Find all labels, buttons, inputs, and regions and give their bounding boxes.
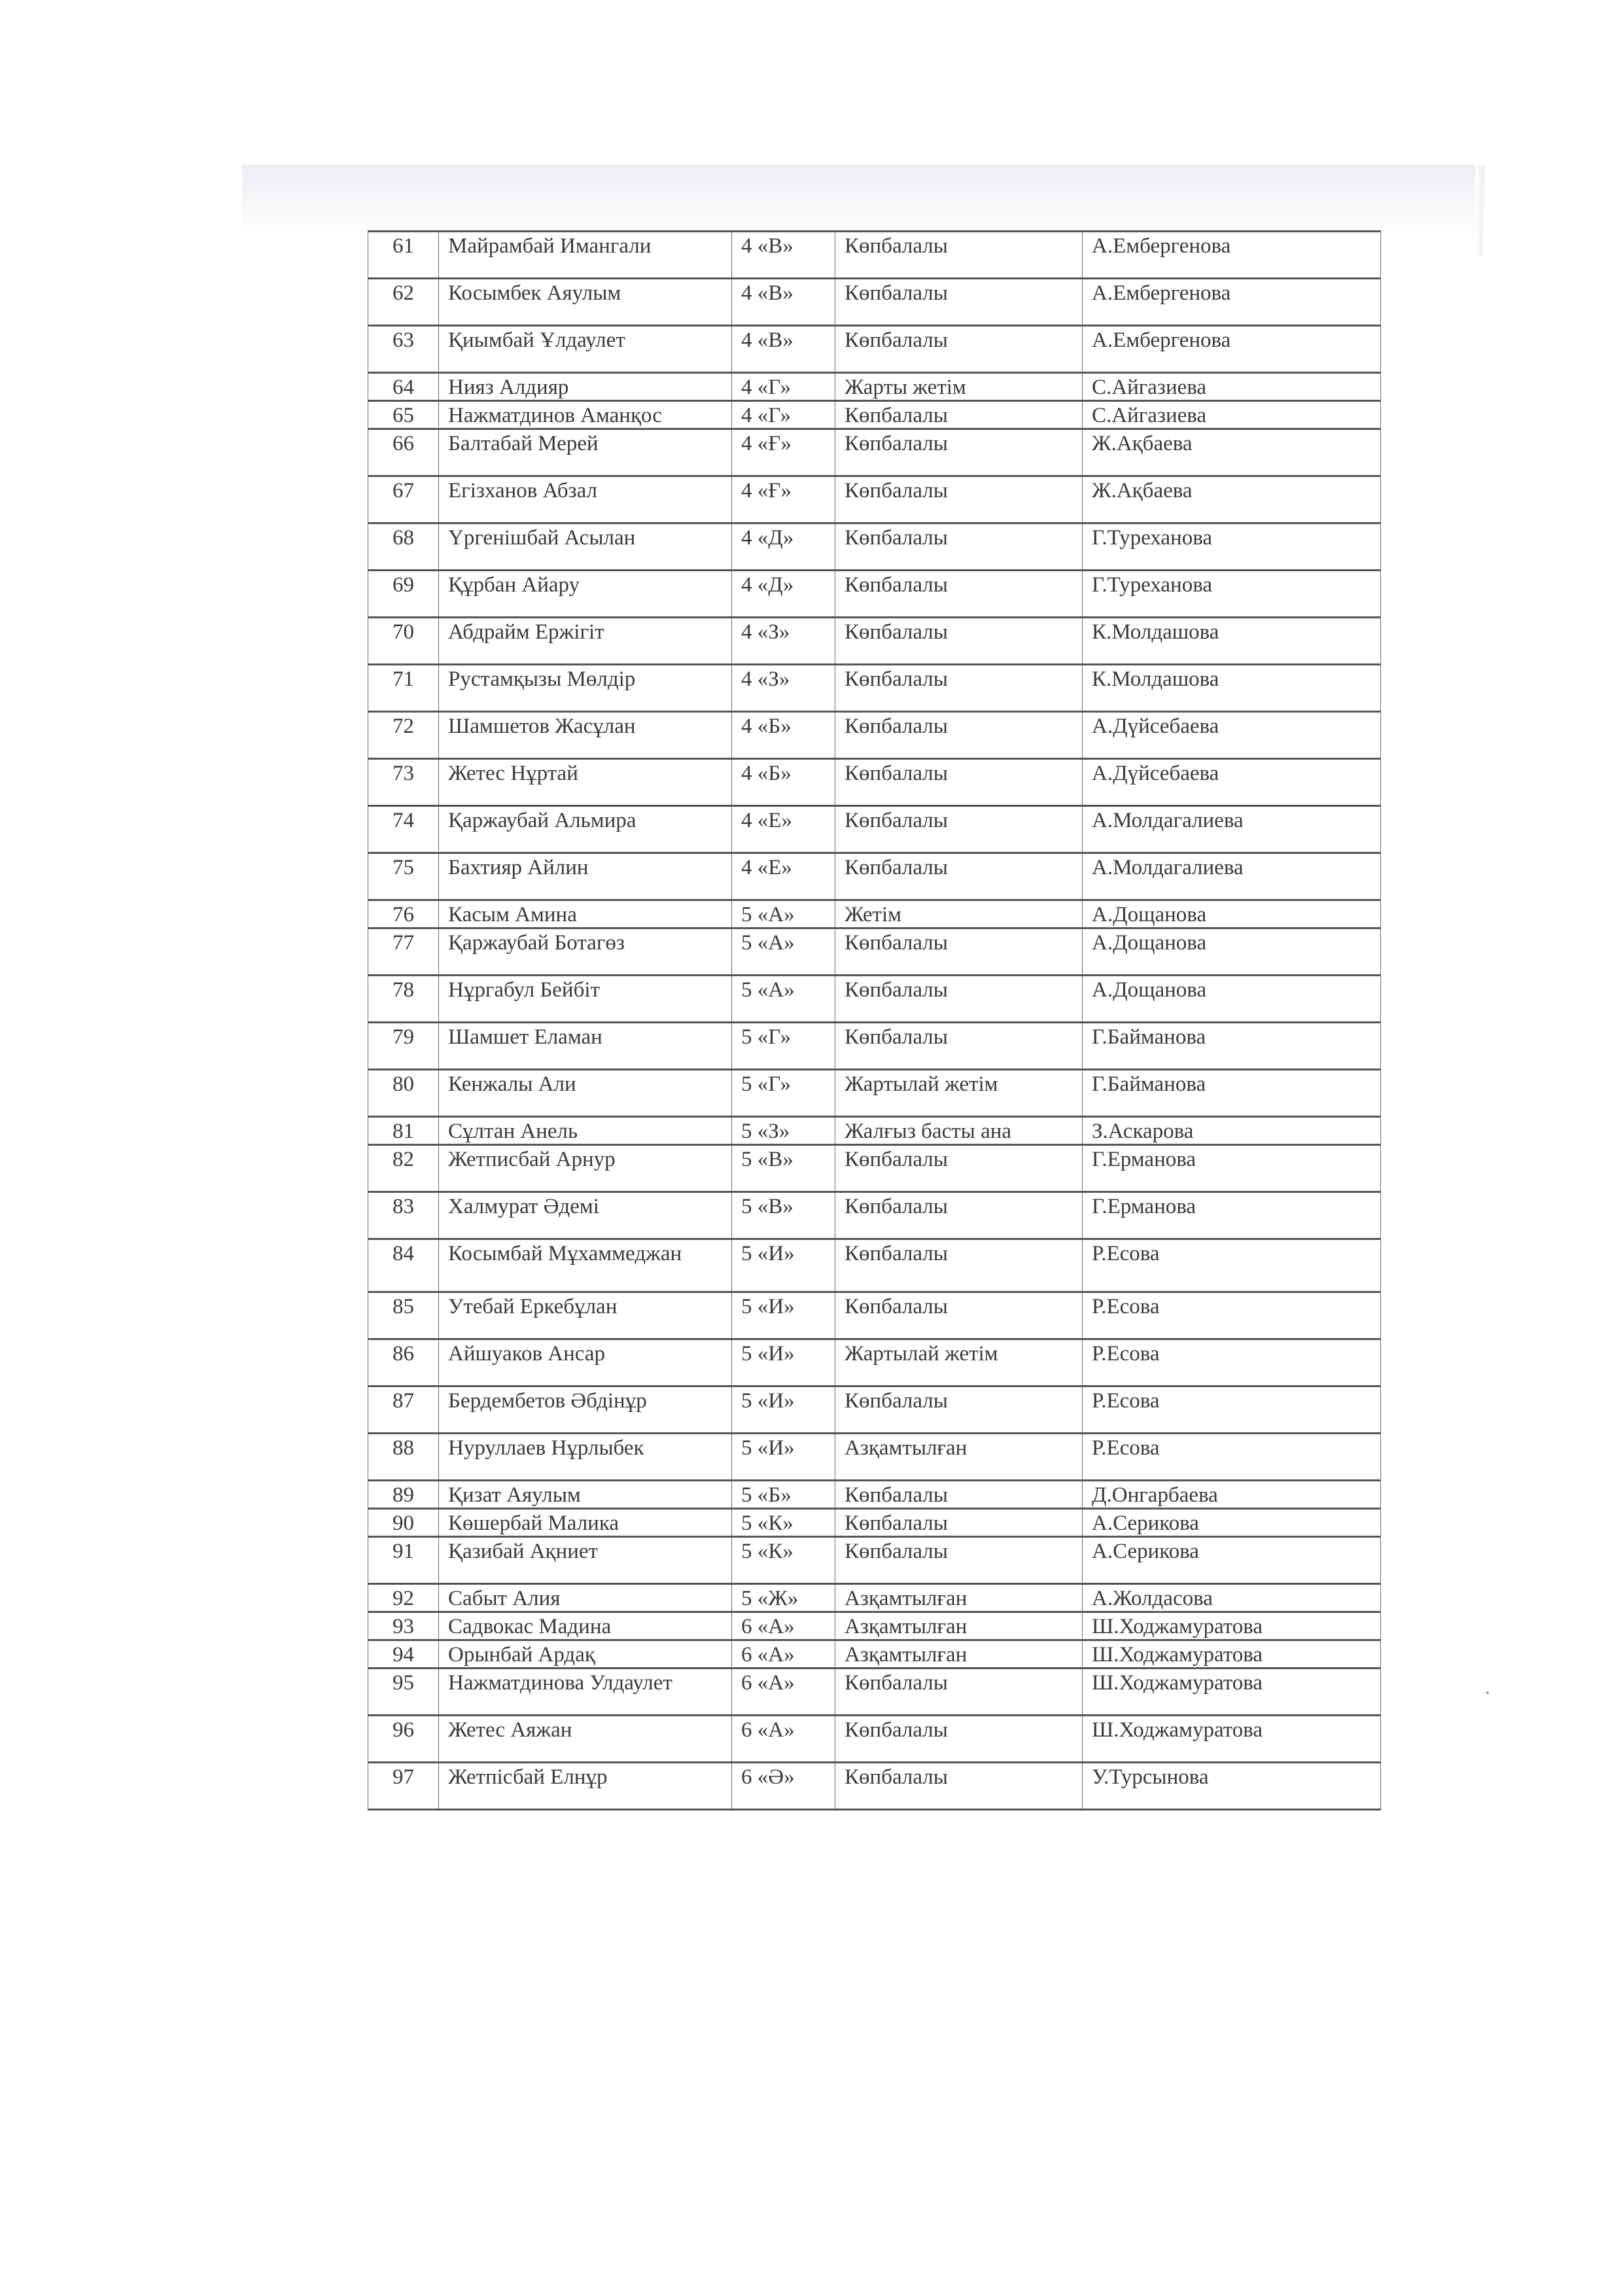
- student-class: 4 «Г»: [732, 373, 835, 401]
- row-number: 62: [368, 279, 439, 326]
- row-number: 66: [368, 429, 439, 476]
- row-number: 67: [368, 476, 439, 523]
- student-status: Көпбалалы: [835, 1239, 1083, 1292]
- class-teacher: Ш.Ходжамуратова: [1083, 1612, 1381, 1640]
- student-name: Сұлтан Анель: [439, 1117, 732, 1145]
- student-status: Көпбалалы: [835, 279, 1083, 326]
- student-class: 5 «З»: [732, 1117, 835, 1145]
- class-teacher: Д.Онгарбаева: [1083, 1481, 1381, 1509]
- student-class: 5 «И»: [732, 1292, 835, 1339]
- student-class: 4 «З»: [732, 618, 835, 665]
- student-status: Көпбалалы: [835, 1669, 1083, 1716]
- class-teacher: Ш.Ходжамуратова: [1083, 1669, 1381, 1716]
- student-class: 5 «А»: [732, 900, 835, 928]
- student-name: Нажматдинова Улдаулет: [439, 1669, 732, 1716]
- table-row: [368, 1763, 1381, 1810]
- student-class: 5 «И»: [732, 1239, 835, 1292]
- table-row: [368, 1117, 1381, 1145]
- student-class: 6 «А»: [732, 1640, 835, 1669]
- student-class: 6 «А»: [732, 1716, 835, 1763]
- class-teacher: Г.Туреханова: [1083, 571, 1381, 618]
- class-teacher: Р.Есова: [1083, 1339, 1381, 1386]
- table-row: [368, 1145, 1381, 1192]
- table-row: [368, 1481, 1381, 1509]
- student-name: Жетес Аяжан: [439, 1716, 732, 1763]
- student-class: 5 «Г»: [732, 1070, 835, 1117]
- student-class: 4 «Ғ»: [732, 476, 835, 523]
- class-teacher: У.Турсынова: [1083, 1763, 1381, 1810]
- row-number: 75: [368, 853, 439, 900]
- student-class: 5 «К»: [732, 1509, 835, 1537]
- student-status: Жарты жетім: [835, 373, 1083, 401]
- student-name: Шамшет Еламан: [439, 1023, 732, 1070]
- student-status: Көпбалалы: [835, 1481, 1083, 1509]
- student-status: Азқамтылған: [835, 1584, 1083, 1612]
- student-class: 5 «Ж»: [732, 1584, 835, 1612]
- table-row: [368, 1434, 1381, 1481]
- student-status: Көпбалалы: [835, 429, 1083, 476]
- table-row: [368, 853, 1381, 900]
- student-class: 6 «А»: [732, 1669, 835, 1716]
- table-row: [368, 1070, 1381, 1117]
- student-class: 5 «В»: [732, 1192, 835, 1239]
- student-class: 4 «Д»: [732, 571, 835, 618]
- student-name: Қазибай Ақниет: [439, 1537, 732, 1584]
- class-teacher: А.Молдагалиева: [1083, 853, 1381, 900]
- student-status: Жартылай жетім: [835, 1070, 1083, 1117]
- class-teacher: Ж.Ақбаева: [1083, 429, 1381, 476]
- row-number: 79: [368, 1023, 439, 1070]
- student-name: Жетпісбай Елнұр: [439, 1763, 732, 1810]
- student-name: Орынбай Ардақ: [439, 1640, 732, 1669]
- student-name: Үргенішбай Асылан: [439, 523, 732, 571]
- student-class: 4 «Д»: [732, 523, 835, 571]
- table-row: [368, 618, 1381, 665]
- table-row: [368, 1584, 1381, 1612]
- student-name: Халмурат Әдемі: [439, 1192, 732, 1239]
- student-name: Косымбек Аяулым: [439, 279, 732, 326]
- class-teacher: Г.Туреханова: [1083, 523, 1381, 571]
- student-name: Утебай Еркебұлан: [439, 1292, 732, 1339]
- table-row: [368, 571, 1381, 618]
- student-status: Көпбалалы: [835, 1716, 1083, 1763]
- student-class: 5 «И»: [732, 1339, 835, 1386]
- class-teacher: Ш.Ходжамуратова: [1083, 1640, 1381, 1669]
- table-row: [368, 326, 1381, 373]
- table-body: [368, 232, 1381, 1810]
- student-status: Жалғыз басты ана: [835, 1117, 1083, 1145]
- table-row: [368, 1292, 1381, 1339]
- scan-speck: [1486, 1691, 1489, 1694]
- row-number: 87: [368, 1386, 439, 1434]
- table-row: [368, 1023, 1381, 1070]
- student-class: 4 «Ғ»: [732, 429, 835, 476]
- row-number: 63: [368, 326, 439, 373]
- row-number: 69: [368, 571, 439, 618]
- student-status: Көпбалалы: [835, 1537, 1083, 1584]
- class-teacher: Г.Ерманова: [1083, 1192, 1381, 1239]
- table-row: [368, 928, 1381, 976]
- scan-shadow: [242, 165, 1485, 237]
- student-class: 4 «В»: [732, 232, 835, 279]
- row-number: 85: [368, 1292, 439, 1339]
- student-class: 5 «И»: [732, 1386, 835, 1434]
- class-teacher: К.Молдашова: [1083, 665, 1381, 712]
- student-class: 4 «Е»: [732, 806, 835, 853]
- student-class: 5 «А»: [732, 928, 835, 976]
- table-row: [368, 476, 1381, 523]
- student-status: Көпбалалы: [835, 928, 1083, 976]
- class-teacher: А.Серикова: [1083, 1509, 1381, 1537]
- student-name: Касым Амина: [439, 900, 732, 928]
- student-status: Көпбалалы: [835, 1145, 1083, 1192]
- row-number: 61: [368, 232, 439, 279]
- student-name: Кенжалы Али: [439, 1070, 732, 1117]
- scan-edge: [1475, 165, 1483, 256]
- row-number: 77: [368, 928, 439, 976]
- student-status: Көпбалалы: [835, 401, 1083, 429]
- class-teacher: Г.Байманова: [1083, 1023, 1381, 1070]
- table-row: [368, 232, 1381, 279]
- student-name: Қаржаубай Ботагөз: [439, 928, 732, 976]
- student-name: Майрамбай Имангали: [439, 232, 732, 279]
- student-status: Көпбалалы: [835, 1192, 1083, 1239]
- table-row: [368, 401, 1381, 429]
- student-status: Көпбалалы: [835, 1292, 1083, 1339]
- student-status: Көпбалалы: [835, 476, 1083, 523]
- student-class: 5 «К»: [732, 1537, 835, 1584]
- student-name: Айшуаков Ансар: [439, 1339, 732, 1386]
- student-status: Көпбалалы: [835, 326, 1083, 373]
- student-status: Көпбалалы: [835, 806, 1083, 853]
- table-row: [368, 1192, 1381, 1239]
- student-name: Жетес Нұртай: [439, 759, 732, 806]
- row-number: 97: [368, 1763, 439, 1810]
- row-number: 93: [368, 1612, 439, 1640]
- table-row: [368, 976, 1381, 1023]
- row-number: 92: [368, 1584, 439, 1612]
- student-class: 5 «В»: [732, 1145, 835, 1192]
- table-row: [368, 900, 1381, 928]
- class-teacher: А.Ембергенова: [1083, 279, 1381, 326]
- row-number: 71: [368, 665, 439, 712]
- student-name: Абдрайм Ержігіт: [439, 618, 732, 665]
- class-teacher: А.Ембергенова: [1083, 326, 1381, 373]
- table-row: [368, 1509, 1381, 1537]
- class-teacher: А.Дощанова: [1083, 928, 1381, 976]
- row-number: 86: [368, 1339, 439, 1386]
- class-teacher: Ж.Ақбаева: [1083, 476, 1381, 523]
- student-status: Көпбалалы: [835, 1023, 1083, 1070]
- table-row: [368, 373, 1381, 401]
- student-status: Көпбалалы: [835, 853, 1083, 900]
- row-number: 73: [368, 759, 439, 806]
- row-number: 76: [368, 900, 439, 928]
- class-teacher: А.Жолдасова: [1083, 1584, 1381, 1612]
- student-class: 4 «З»: [732, 665, 835, 712]
- class-teacher: А.Дощанова: [1083, 976, 1381, 1023]
- student-name: Нуруллаев Нұрлыбек: [439, 1434, 732, 1481]
- student-class: 4 «В»: [732, 326, 835, 373]
- student-status: Көпбалалы: [835, 618, 1083, 665]
- row-number: 72: [368, 712, 439, 759]
- table-row: [368, 806, 1381, 853]
- student-status: Азқамтылған: [835, 1612, 1083, 1640]
- table-row: [368, 1537, 1381, 1584]
- class-teacher: А.Серикова: [1083, 1537, 1381, 1584]
- class-teacher: Р.Есова: [1083, 1292, 1381, 1339]
- class-teacher: А.Дүйсебаева: [1083, 759, 1381, 806]
- student-status: Көпбалалы: [835, 232, 1083, 279]
- student-class: 5 «Б»: [732, 1481, 835, 1509]
- class-teacher: З.Аскарова: [1083, 1117, 1381, 1145]
- class-teacher: С.Айгазиева: [1083, 401, 1381, 429]
- class-teacher: С.Айгазиева: [1083, 373, 1381, 401]
- row-number: 83: [368, 1192, 439, 1239]
- row-number: 95: [368, 1669, 439, 1716]
- student-name: Нажматдинов Аманқос: [439, 401, 732, 429]
- student-name: Қизат Аяулым: [439, 1481, 732, 1509]
- student-status: Жартылай жетім: [835, 1339, 1083, 1386]
- student-name: Құрбан Айару: [439, 571, 732, 618]
- table-row: [368, 1612, 1381, 1640]
- student-class: 4 «Г»: [732, 401, 835, 429]
- student-status: Көпбалалы: [835, 571, 1083, 618]
- class-teacher: Г.Ерманова: [1083, 1145, 1381, 1192]
- class-teacher: Г.Байманова: [1083, 1070, 1381, 1117]
- student-name: Сабыт Алия: [439, 1584, 732, 1612]
- student-class: 6 «Ә»: [732, 1763, 835, 1810]
- student-status: Көпбалалы: [835, 665, 1083, 712]
- row-number: 96: [368, 1716, 439, 1763]
- student-status: Көпбалалы: [835, 523, 1083, 571]
- student-status: Азқамтылған: [835, 1640, 1083, 1669]
- class-teacher: А.Ембергенова: [1083, 232, 1381, 279]
- student-table: [368, 230, 1381, 1810]
- student-name: Шамшетов Жасұлан: [439, 712, 732, 759]
- class-teacher: А.Молдагалиева: [1083, 806, 1381, 853]
- row-number: 81: [368, 1117, 439, 1145]
- class-teacher: Р.Есова: [1083, 1434, 1381, 1481]
- student-name: Балтабай Мерей: [439, 429, 732, 476]
- student-name: Косымбай Мұхаммеджан: [439, 1239, 732, 1292]
- student-class: 5 «А»: [732, 976, 835, 1023]
- row-number: 80: [368, 1070, 439, 1117]
- student-status: Көпбалалы: [835, 1386, 1083, 1434]
- student-name: Рустамқызы Мөлдір: [439, 665, 732, 712]
- row-number: 94: [368, 1640, 439, 1669]
- class-teacher: К.Молдашова: [1083, 618, 1381, 665]
- student-name: Қиымбай Ұлдаулет: [439, 326, 732, 373]
- student-status: Көпбалалы: [835, 759, 1083, 806]
- row-number: 91: [368, 1537, 439, 1584]
- student-name: Көшербай Малика: [439, 1509, 732, 1537]
- table-row: [368, 429, 1381, 476]
- class-teacher: Р.Есова: [1083, 1386, 1381, 1434]
- row-number: 78: [368, 976, 439, 1023]
- student-name: Садвокас Мадина: [439, 1612, 732, 1640]
- student-status: Көпбалалы: [835, 1763, 1083, 1810]
- row-number: 88: [368, 1434, 439, 1481]
- table-row: [368, 279, 1381, 326]
- table-row: [368, 712, 1381, 759]
- student-name: Қаржаубай Альмира: [439, 806, 732, 853]
- table-row: [368, 1386, 1381, 1434]
- table-row: [368, 1669, 1381, 1716]
- student-class: 6 «А»: [732, 1612, 835, 1640]
- row-number: 82: [368, 1145, 439, 1192]
- row-number: 65: [368, 401, 439, 429]
- table-row: [368, 1339, 1381, 1386]
- student-status: Жетім: [835, 900, 1083, 928]
- table-row: [368, 1716, 1381, 1763]
- row-number: 89: [368, 1481, 439, 1509]
- student-status: Көпбалалы: [835, 1509, 1083, 1537]
- student-class: 4 «Е»: [732, 853, 835, 900]
- student-class: 4 «В»: [732, 279, 835, 326]
- row-number: 64: [368, 373, 439, 401]
- row-number: 68: [368, 523, 439, 571]
- student-status: Көпбалалы: [835, 712, 1083, 759]
- student-name: Бердембетов Әбдінұр: [439, 1386, 732, 1434]
- student-name: Жетписбай Арнур: [439, 1145, 732, 1192]
- student-class: 5 «Г»: [732, 1023, 835, 1070]
- student-status: Көпбалалы: [835, 976, 1083, 1023]
- student-class: 4 «Б»: [732, 712, 835, 759]
- class-teacher: А.Дүйсебаева: [1083, 712, 1381, 759]
- row-number: 74: [368, 806, 439, 853]
- student-class: 4 «Б»: [732, 759, 835, 806]
- table-row: [368, 665, 1381, 712]
- student-name: Нияз Алдияр: [439, 373, 732, 401]
- class-teacher: Р.Есова: [1083, 1239, 1381, 1292]
- student-status: Азқамтылған: [835, 1434, 1083, 1481]
- table-row: [368, 759, 1381, 806]
- class-teacher: А.Дощанова: [1083, 900, 1381, 928]
- table-row: [368, 1640, 1381, 1669]
- table-row: [368, 1239, 1381, 1292]
- class-teacher: Ш.Ходжамуратова: [1083, 1716, 1381, 1763]
- student-name: Егізханов Абзал: [439, 476, 732, 523]
- student-class: 5 «И»: [732, 1434, 835, 1481]
- row-number: 70: [368, 618, 439, 665]
- student-name: Нұргабул Бейбіт: [439, 976, 732, 1023]
- row-number: 90: [368, 1509, 439, 1537]
- student-name: Бахтияр Айлин: [439, 853, 732, 900]
- row-number: 84: [368, 1239, 439, 1292]
- table-row: [368, 523, 1381, 571]
